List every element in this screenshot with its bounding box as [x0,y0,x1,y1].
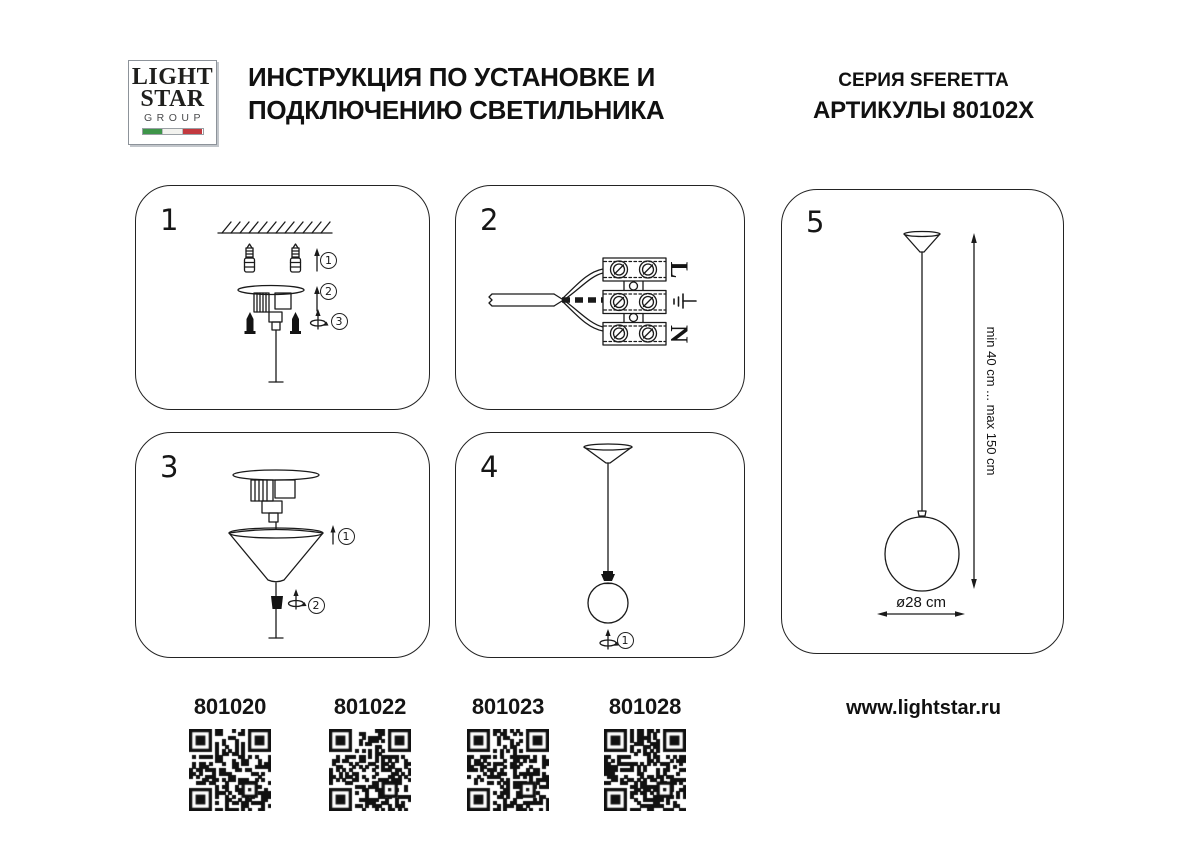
step-badge: 2 [308,597,325,614]
series-label: СЕРИЯ SFERETTA [838,70,1009,91]
terminal-label-neutral: N [665,324,692,343]
canopy-assembly-drawing [136,433,431,659]
panel-number: 2 [480,203,499,237]
panel-3-canopy-assembly [135,432,430,658]
earth-icon [674,294,696,308]
step-badge: 1 [617,632,634,649]
step-badge: 1 [320,252,337,269]
lightstar-logo [128,60,217,145]
ceiling-fixing-drawing [136,186,431,411]
flag-red-stripe [183,129,202,134]
panel-4-globe-mounting [455,432,745,658]
panel-number: 1 [160,203,179,237]
pendant-globe-drawing [456,433,746,659]
height-range-label: min 40 cm ... max 150 cm [984,326,999,476]
panel-number: 4 [480,450,499,484]
article-number: 801028 [608,694,682,719]
panel-1-ceiling-fixing [135,185,430,410]
qr-code [329,729,411,811]
panel-number: 3 [160,450,179,484]
panel-2-wiring [455,185,745,410]
flag-green-stripe [143,129,162,134]
qr-code [604,729,686,811]
italy-flag-icon [142,128,204,135]
panel-5-dimensions [781,189,1064,654]
header-right [782,71,1065,124]
qr-code [467,729,549,811]
pendant-dimensions-drawing [782,190,1065,655]
logo-text-star: STAR [140,86,205,112]
panel-number: 5 [806,205,825,239]
page-title-line2: ПОДКЛЮЧЕНИЮ СВЕТИЛЬНИКА [248,95,665,125]
step-badge: 3 [331,313,348,330]
page-title-line1: ИНСТРУКЦИЯ ПО УСТАНОВКЕ И [248,62,655,92]
article-number: 801023 [471,694,545,719]
terminal-label-live: L [665,261,692,279]
article-number: 801020 [193,694,267,719]
step-badge: 2 [320,283,337,300]
logo-text-group: GROUP [143,112,205,124]
website-url: www.lightstar.ru [846,697,1001,719]
terminal-block-drawing [456,186,746,411]
article-number: 801022 [333,694,407,719]
articles-label: АРТИКУЛЫ 80102X [813,97,1034,124]
page-title [248,61,664,127]
flag-white-stripe [162,129,183,134]
step-badge: 1 [338,528,355,545]
diameter-label: ø28 cm [895,594,946,611]
qr-code [189,729,271,811]
logo-text-light: LIGHT [131,64,214,90]
